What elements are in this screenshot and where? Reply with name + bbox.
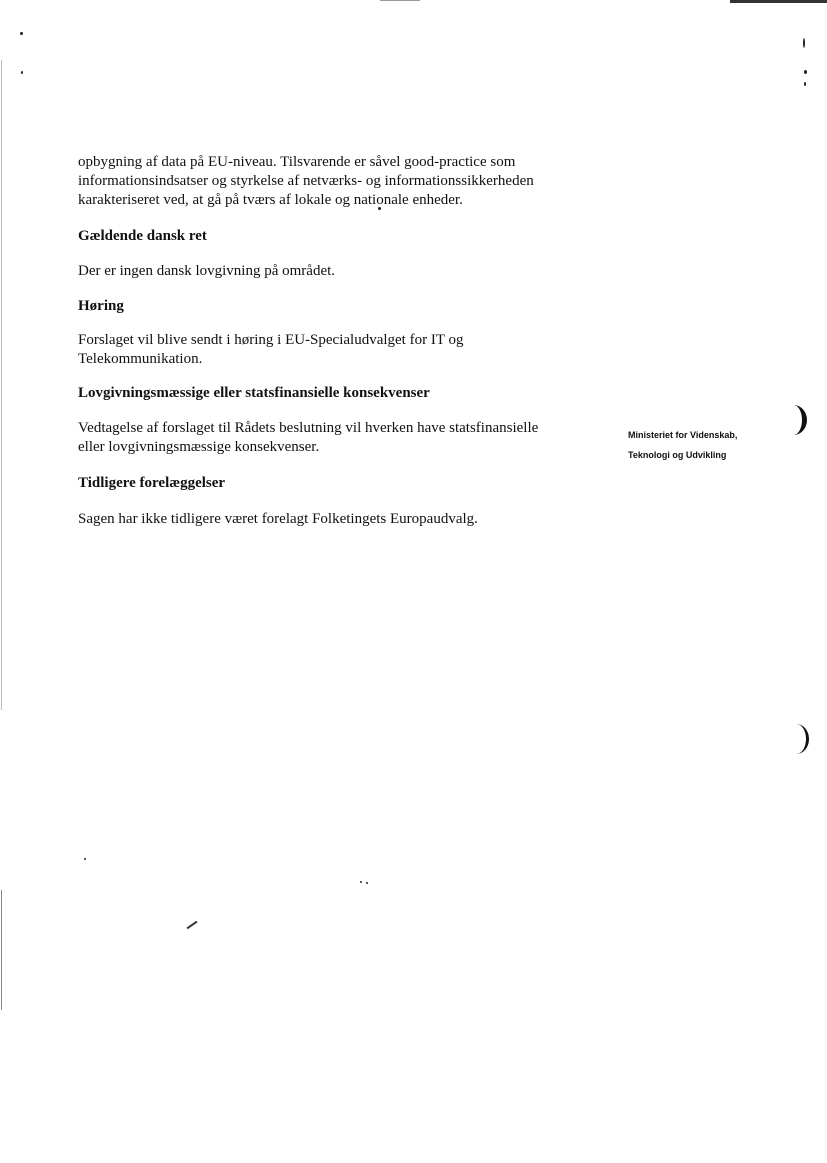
paragraph — [78, 510, 578, 529]
paragraph — [78, 331, 578, 369]
scan-artifact-speck — [803, 38, 805, 48]
heading-text: Gældende dansk ret — [78, 228, 207, 244]
scan-artifact-speck — [20, 32, 23, 35]
scan-artifact-speck — [21, 71, 23, 74]
scan-artifact-speck — [360, 881, 362, 883]
scan-artifact-margin — [1, 60, 2, 710]
heading-text: Tidligere forelæggelser — [78, 475, 226, 491]
scan-artifact-top-line — [380, 0, 420, 1]
scan-artifact-speck — [366, 882, 368, 884]
paragraph — [78, 419, 578, 457]
section-heading — [78, 474, 578, 493]
section-heading — [78, 297, 578, 316]
text-line: karakteriseret ved, at gå på tværs af lokale og nationale enheder. — [78, 192, 463, 208]
section-heading — [78, 384, 578, 403]
heading-text: Høring — [78, 298, 124, 314]
heading-text: Lovgivningsmæssige eller statsfinansielle konsekvenser — [78, 385, 430, 401]
scan-artifact-speck — [804, 82, 806, 86]
text-line: Sagen har ikke tidligere været forelagt Folketingets Europaudvalg. — [78, 511, 478, 527]
ministry-sidebar — [628, 425, 737, 465]
text-line: Forslaget vil blive sendt i høring i EU-Specialudvalget for IT og — [78, 332, 464, 348]
scan-artifact-top-line — [730, 0, 827, 3]
scan-artifact-margin — [1, 890, 2, 1010]
text-line: eller lovgivningsmæssige konsekvenser. — [78, 439, 320, 455]
text-line: informationsindsatser og styrkelse af netværks- og informationssikkerheden — [78, 173, 534, 189]
text-line: Der er ingen dansk lovgivning på området. — [78, 263, 336, 279]
text-line: opbygning af data på EU-niveau. Tilsvarende er såvel good-practice som — [78, 154, 516, 170]
scan-artifact-speck — [84, 858, 86, 860]
paragraph-intro — [78, 153, 578, 210]
scan-artifact-mark — [187, 921, 198, 930]
paragraph — [78, 262, 578, 281]
ministry-name-line: Teknologi og Udvikling — [628, 450, 727, 460]
text-line: Vedtagelse af forslaget til Rådets beslutning vil hverken have statsfinansielle — [78, 420, 539, 436]
punch-hole-mark — [780, 405, 807, 435]
scan-artifact-speck — [804, 70, 807, 74]
text-line: Telekommunikation. — [78, 351, 203, 367]
section-heading — [78, 227, 578, 246]
punch-hole-mark — [784, 724, 809, 754]
ministry-name-line: Ministeriet for Videnskab, — [628, 430, 738, 440]
